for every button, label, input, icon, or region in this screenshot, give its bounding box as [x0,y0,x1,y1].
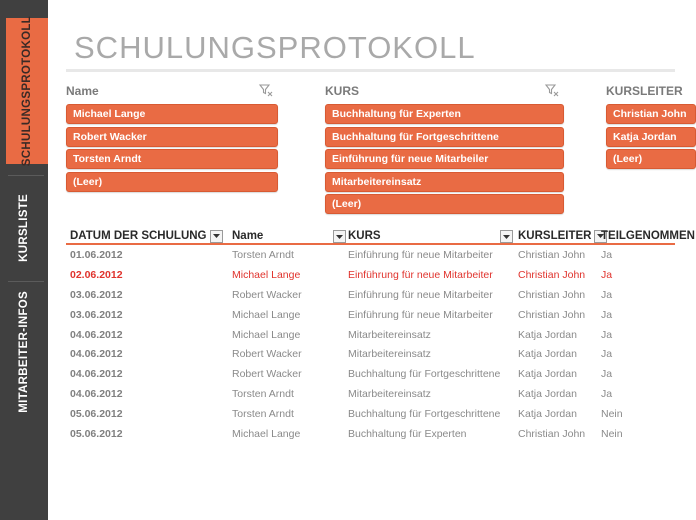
tab-schulungsprotokoll[interactable] [6,15,48,167]
slicer-name [66,80,278,192]
cell-kurs: Einführung für neue Mitarbeiter [348,249,493,261]
cell-datum: 02.06.2012 [70,268,123,281]
table-body [66,245,675,444]
slicer-item-katja-jordan[interactable]: Katja Jordan [606,127,696,147]
cell-teilgenommen: Nein [601,428,623,441]
cell-datum: 03.06.2012 [70,288,123,301]
cell-datum: 04.06.2012 [70,388,123,401]
column-header-name-label: Name [232,230,264,242]
slicer-item-torsten-arndt[interactable]: Torsten Arndt [66,149,278,169]
table-header [66,229,695,245]
slicer-item-mitarbeitereinsatz[interactable]: Mitarbeitereinsatz [325,172,564,192]
slicer-item-robert-wacker[interactable]: Robert Wacker [66,127,278,147]
cell-datum: 03.06.2012 [70,308,123,321]
filter-clear-icon[interactable] [544,82,560,98]
column-header-datum [70,229,223,243]
table-row[interactable] [66,424,675,444]
table-row[interactable] [66,325,675,345]
slicer-item-leer[interactable]: (Leer) [325,194,564,214]
slicer-kursleiter [606,80,687,169]
slicer-item-michael-lange[interactable]: Michael Lange [66,104,278,124]
cell-kursleiter: Christian John [518,428,586,441]
cell-kursleiter: Christian John [518,308,586,321]
cell-name: Torsten Arndt [232,388,294,401]
cell-kursleiter: Christian John [518,288,586,301]
cell-kurs: Einführung für neue Mitarbeiter [348,268,493,281]
slicer-kursleiter-header [606,80,683,102]
cell-kurs: Einführung für neue Mitarbeiter [348,308,493,321]
cell-teilgenommen: Ja [601,368,613,381]
filter-dropdown-icon[interactable] [333,230,346,243]
cell-teilgenommen: Ja [601,308,613,321]
slicer-name-header [66,80,278,102]
cell-datum: 05.06.2012 [70,408,123,421]
cell-teilgenommen: Ja [601,388,613,401]
column-header-kurs-label: KURS [348,230,381,242]
slicer-item-buchhaltung-experten[interactable]: Buchhaltung für Experten [325,104,564,124]
slicer-kursleiter-title: KURSLEITER [606,84,683,98]
cell-teilgenommen: Ja [601,348,613,361]
cell-kurs: Buchhaltung für Experten [348,428,467,441]
cell-teilgenommen: Ja [601,288,613,301]
sheet-tab-strip [0,0,48,520]
cell-name: Michael Lange [232,268,301,281]
column-header-datum-label: DATUM DER SCHULUNG [70,230,207,242]
table-row[interactable] [66,285,675,305]
cell-kurs: Einführung für neue Mitarbeiter [348,288,493,301]
cell-kursleiter: Christian John [518,249,586,261]
cell-name: Robert Wacker [232,348,302,361]
table-row[interactable] [66,344,675,364]
cell-kurs: Buchhaltung für Fortgeschrittene [348,408,501,421]
slicer-name-title: Name [66,84,99,98]
slicer-kurs-title: KURS [325,84,360,98]
slicer-item-leer[interactable]: (Leer) [66,172,278,192]
tab-schulungsprotokoll-label: SCHULUNGSPROTOKOLL [21,15,33,167]
filter-dropdown-icon[interactable] [500,230,513,243]
cell-kursleiter: Katja Jordan [518,408,577,421]
cell-kursleiter: Christian John [518,268,586,281]
cell-kursleiter: Katja Jordan [518,368,577,381]
cell-kurs: Mitarbeitereinsatz [348,328,431,341]
tab-mitarbeiter-infos-label: MITARBEITER-INFOS [18,291,30,413]
page-title: SCHULUNGSPROTOKOLL [74,30,476,65]
cell-datum: 01.06.2012 [70,249,123,261]
cell-kurs: Mitarbeitereinsatz [348,348,431,361]
tab-kursliste[interactable] [0,176,48,280]
cell-datum: 04.06.2012 [70,368,123,381]
cell-teilgenommen: Ja [601,328,613,341]
cell-datum: 04.06.2012 [70,328,123,341]
cell-kursleiter: Katja Jordan [518,388,577,401]
cell-name: Robert Wacker [232,368,302,381]
table-row[interactable] [66,364,675,384]
tab-kursliste-label: KURSLISTE [18,194,30,262]
cell-name: Torsten Arndt [232,408,294,421]
slicer-item-buchhaltung-fortgeschrittene[interactable]: Buchhaltung für Fortgeschrittene [325,127,564,147]
table-row[interactable] [66,265,675,285]
table-row[interactable] [66,305,675,325]
filter-dropdown-icon[interactable] [210,230,223,243]
table-row[interactable] [66,384,675,404]
cell-name: Michael Lange [232,428,301,441]
cell-teilgenommen: Ja [601,268,613,281]
cell-datum: 04.06.2012 [70,348,123,361]
slicer-item-leer[interactable]: (Leer) [606,149,696,169]
cell-kursleiter: Katja Jordan [518,348,577,361]
slicer-kurs [325,80,564,214]
title-divider [66,69,675,72]
cell-kursleiter: Katja Jordan [518,328,577,341]
tab-mitarbeiter-infos[interactable] [0,282,48,422]
slicer-kurs-header [325,80,564,102]
column-header-kursleiter [518,229,607,243]
cell-datum: 05.06.2012 [70,428,123,441]
column-header-name [232,229,263,243]
cell-kurs: Mitarbeitereinsatz [348,388,431,401]
slicer-item-einfuehrung[interactable]: Einführung für neue Mitarbeiler [325,149,564,169]
cell-name: Torsten Arndt [232,249,294,261]
table-row[interactable] [66,245,675,265]
column-header-kurs [348,229,381,243]
filter-clear-icon[interactable] [258,82,274,98]
slicer-item-christian-john[interactable]: Christian John [606,104,696,124]
cell-name: Michael Lange [232,308,301,321]
cell-teilgenommen: Ja [601,249,613,261]
cell-kurs: Buchhaltung für Fortgeschrittene [348,368,501,381]
cell-name: Robert Wacker [232,288,302,301]
column-header-kursleiter-label: KURSLEITER [518,230,592,242]
column-header-teilgenommen [601,229,695,243]
column-header-teilgenommen-label: TEILGENOMMEN [601,230,695,242]
cell-teilgenommen: Nein [601,408,623,421]
table-row[interactable] [66,404,675,424]
cell-name: Michael Lange [232,328,301,341]
